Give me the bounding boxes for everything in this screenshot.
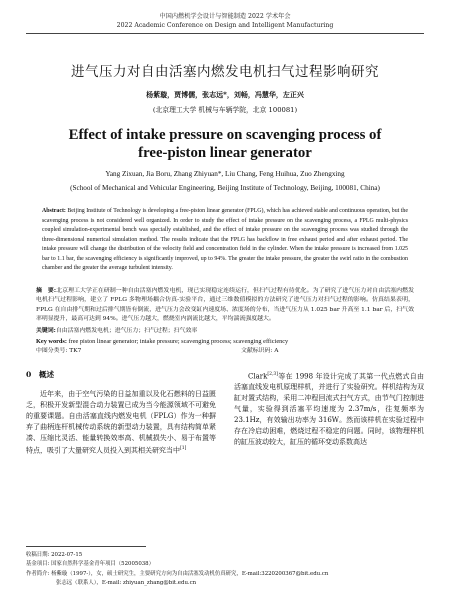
chinese-abstract-text: 北京理工大学正在研制一种自由活塞内燃发电机，现已实现稳定连续运行，但扫气过程有待优化。为了研究了进气压力对自由活塞内燃发电机扫气过程影响，建立了 FPLG 多物理场耦合仿真-实验平台，通过三维数值模拟的方法研究了进气压力对扫气过程的影响。仿真结果表明，FPLG 在自由排气期和过后排气期皆有倒流，进气压力会改变缸内速度场、浓度场的分布，当进气压力从 1.025 bar 升高至 1.1 bar 后，扫气效率明显提升，最高可达到 94%。进气压力越大，燃烧室内涡流比越大，平均湍流强度越大。: [36, 287, 414, 323]
class-number: 中图分类号: TK7: [36, 348, 82, 355]
footnote-contact: 张志远（联系人），E-mail: zhiyuan_zhang@bit.edu.cn: [56, 579, 197, 586]
intro-ref: [1]: [180, 445, 187, 451]
classification-row: [36, 347, 414, 356]
footnote-received: 收稿日期: 2022-07-15: [26, 552, 83, 558]
footnote-rule: [26, 546, 146, 547]
chinese-title: 进气压力对自由活塞内燃发电机扫气过程影响研究: [71, 64, 379, 80]
header-line-cn: 中国内燃机学会设计与智能制造 2022 学术年会: [159, 13, 291, 20]
abstract-label: Abstract:: [42, 208, 66, 214]
english-abstract: [42, 207, 408, 274]
left-column: [26, 370, 216, 456]
english-keywords: [36, 337, 414, 347]
chinese-keywords-text: 自由活塞内燃发电机；进气压力；扫气过程；扫气效率: [55, 327, 198, 334]
english-title-line-1: Effect of intake pressure on scavenging process of: [68, 127, 382, 143]
footnote-author: 作者简介: 杨紫璇（1997-），女，硕士研究生，主要研究方向为自由活塞发动机仿真研究，E-mail:3220200367@bit.edu.cn: [26, 570, 329, 577]
english-affiliation: (School of Mechanical and Vehicular Engineering, Beijing Institute of Technology, Beijing, 100081, China): [70, 184, 380, 192]
clark-name: Clark: [248, 372, 268, 381]
english-keywords-label: Key words:: [36, 338, 67, 346]
document-code: 文献标识码: A: [241, 348, 279, 355]
right-column: [234, 370, 424, 456]
english-authors: Yang Zixuan, Jia Boru, Zhang Zhiyuan*, Liu Chang, Feng Huihua, Zuo Zhengxing: [105, 170, 345, 178]
english-title: [26, 126, 424, 162]
english-keywords-text: free piston linear generator; intake pressure; scavenging process; scavenging efficiency: [68, 338, 289, 346]
running-header: [26, 12, 424, 30]
chinese-keywords-label: 关键词:: [36, 326, 56, 334]
chinese-affiliation: (北京理工大学 机械与车辆学院，北京 100081): [152, 106, 298, 114]
english-title-line-2: free-piston linear generator: [138, 145, 312, 161]
intro-text: 近年来，由于空气污染的日益加重以及化石燃料的日益匮乏，积极开发新型混合动力装置已成为当今能源领域不可避免的重要课题。自由活塞直线内燃发电机（FPLG）作为一种摒弃了曲柄连杆机械传动系统的新型动力装置，具有结构简单紧凑、压缩比灵活、能量转换效率高、机械损失小、易于布置等特点，吸引了大量研究人员投入到其相关研究当中: [26, 389, 216, 454]
body-columns: [26, 370, 424, 456]
chinese-abstract: [36, 286, 414, 325]
clark-text: 等在 1998 年设计完成了其第一代点燃式自由活塞直线发电机原理样机，并进行了实验研究。样机结构为双缸对置式结构，采用二冲程回流式扫气方式，由节气门控制进气量，实验得到活塞平均速度为 2.37m/s，往复频率为 23.1Hz，有效输出功率为 316W。然而该样机在实验过程中存在冷启动困难，燃烧过程不稳定的问题。同时，该物理样机的缸压波动较大，缸压的循环变动系数高达: [234, 372, 424, 446]
header-rule: [26, 33, 424, 34]
footnote-fund: 基金项目: 国家自然科学基金青年项目（52005038）: [26, 561, 154, 568]
intro-paragraph: [26, 389, 216, 456]
header-line-en: 2022 Academic Conference on Design and Intelligent Manufacturing: [116, 22, 334, 29]
abstract-text: Beijing Institute of Technology is developing a free-piston linear generator (FPLG), which has achieved stable and continuous operation, but the scavenging process is not considered well organized. In order to study the effect of intake pressure on the scavenging process, a FPLG multi-physics coupled simulation-experimental bench was specially established, and the effect of intake pressure on the scavenging process was studied through the three-dimensional numerical simulation method. The results indicate that the FPLG has backflow in free exhaust period and after exhaust period. The intake pressure will change the distribution of the velocity field and concentration field in the cylinder. When the intake pressure is increased from 1.025 bar to 1.1 bar, the scavenging efficiency is significantly improved, up to 94%. The greater the intake pressure, the greater the swirl ratio in the combustion chamber and the greater the average turbulent intensity.: [42, 208, 408, 271]
chinese-abstract-label: 摘 要:: [36, 286, 57, 294]
clark-paragraph: [234, 370, 424, 448]
section-title: 0 概述: [26, 370, 55, 380]
clark-ref: [2,3]: [267, 372, 279, 378]
chinese-authors: 杨紫璇，贾博儒，张志远*，刘畅，冯慧华，左正兴: [146, 90, 304, 99]
chinese-keywords: [36, 326, 414, 337]
footnotes: [26, 551, 426, 588]
